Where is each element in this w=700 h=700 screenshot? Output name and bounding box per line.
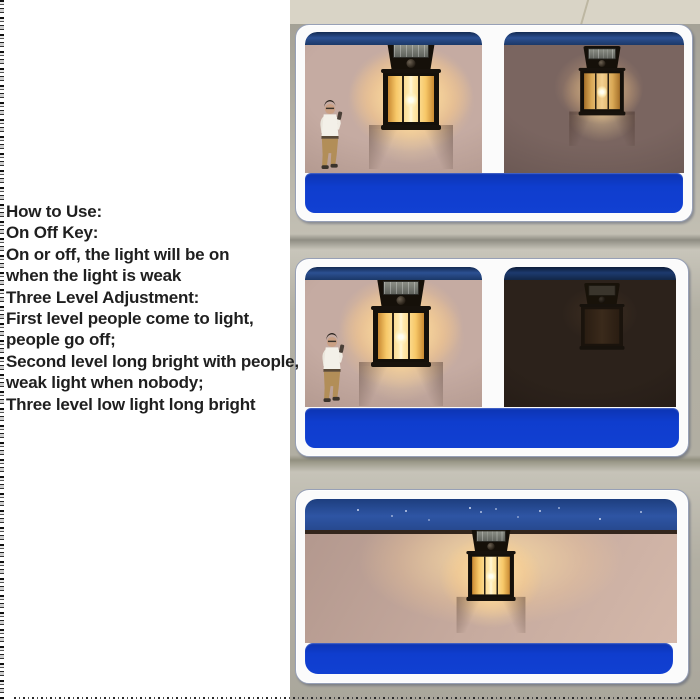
wall-lamp-dim-icon (580, 46, 624, 113)
wall-lamp-lit-icon (383, 41, 439, 127)
motion-sensor (407, 59, 416, 68)
motion-sensor (397, 296, 406, 305)
star-icon (391, 515, 393, 517)
instruction-line: Second level long bright with people, (6, 351, 299, 371)
blue-caption-band (305, 173, 683, 213)
motion-sensor (487, 543, 494, 550)
panel-on-off (295, 24, 693, 222)
solar-panel (476, 530, 506, 541)
photo-header-bar (504, 32, 684, 45)
ceiling-crack-line (580, 0, 591, 27)
instruction-line: How to Use: (6, 202, 103, 221)
star-icon (480, 511, 482, 513)
photo-collage (290, 0, 700, 700)
instruction-line: weak light when nobody; (6, 373, 204, 393)
panel-level-adjust (295, 258, 689, 457)
left-edge-noise (0, 0, 4, 700)
star-icon (558, 507, 560, 509)
scene-light-on-with-person (305, 267, 482, 407)
bottom-edge-noise (14, 697, 700, 699)
solar-panel (589, 285, 616, 296)
star-icon (640, 511, 642, 513)
star-icon (357, 509, 359, 511)
star-icon (517, 516, 519, 518)
blue-caption-band (305, 408, 679, 448)
solar-panel (588, 48, 616, 59)
scene-light-on-with-person (305, 32, 482, 173)
instruction-line: people go off; (6, 330, 116, 350)
wall-lamp-lit-icon (468, 530, 514, 599)
star-icon (599, 518, 601, 520)
motion-sensor (598, 60, 605, 67)
instruction-line: On Off Key: (6, 223, 99, 243)
motion-sensor (599, 297, 606, 304)
blue-caption-band (305, 643, 673, 674)
wall-lamp-off-icon (581, 283, 623, 348)
person-icon (311, 100, 349, 172)
instruction-line: when the light is weak (6, 266, 182, 286)
instruction-line: On or off, the light will be on (6, 244, 230, 264)
star-icon (539, 510, 541, 512)
scene-light-off-dark (504, 267, 676, 407)
how-to-use-text (6, 201, 299, 415)
solar-panel (383, 281, 419, 295)
night-sky (305, 499, 677, 530)
instruction-line: First level people come to light, (6, 309, 254, 329)
instruction-line: Three level low light long bright (6, 394, 256, 414)
photo-header-bar (504, 267, 676, 280)
ceiling-background (290, 0, 700, 24)
wall-night-scene (305, 530, 677, 643)
star-icon (428, 519, 430, 521)
wall-lamp-lit-icon (373, 278, 429, 364)
instruction-line: Three Level Adjustment: (6, 287, 200, 307)
star-icon (469, 507, 471, 509)
person-icon (313, 333, 351, 405)
photo-header-bar (305, 267, 482, 280)
panel-night-long-bright (295, 489, 689, 684)
scene-light-weak (504, 32, 684, 173)
solar-panel (393, 44, 429, 58)
star-icon (405, 510, 407, 512)
star-icon (495, 508, 497, 510)
photo-header-bar (305, 32, 482, 45)
